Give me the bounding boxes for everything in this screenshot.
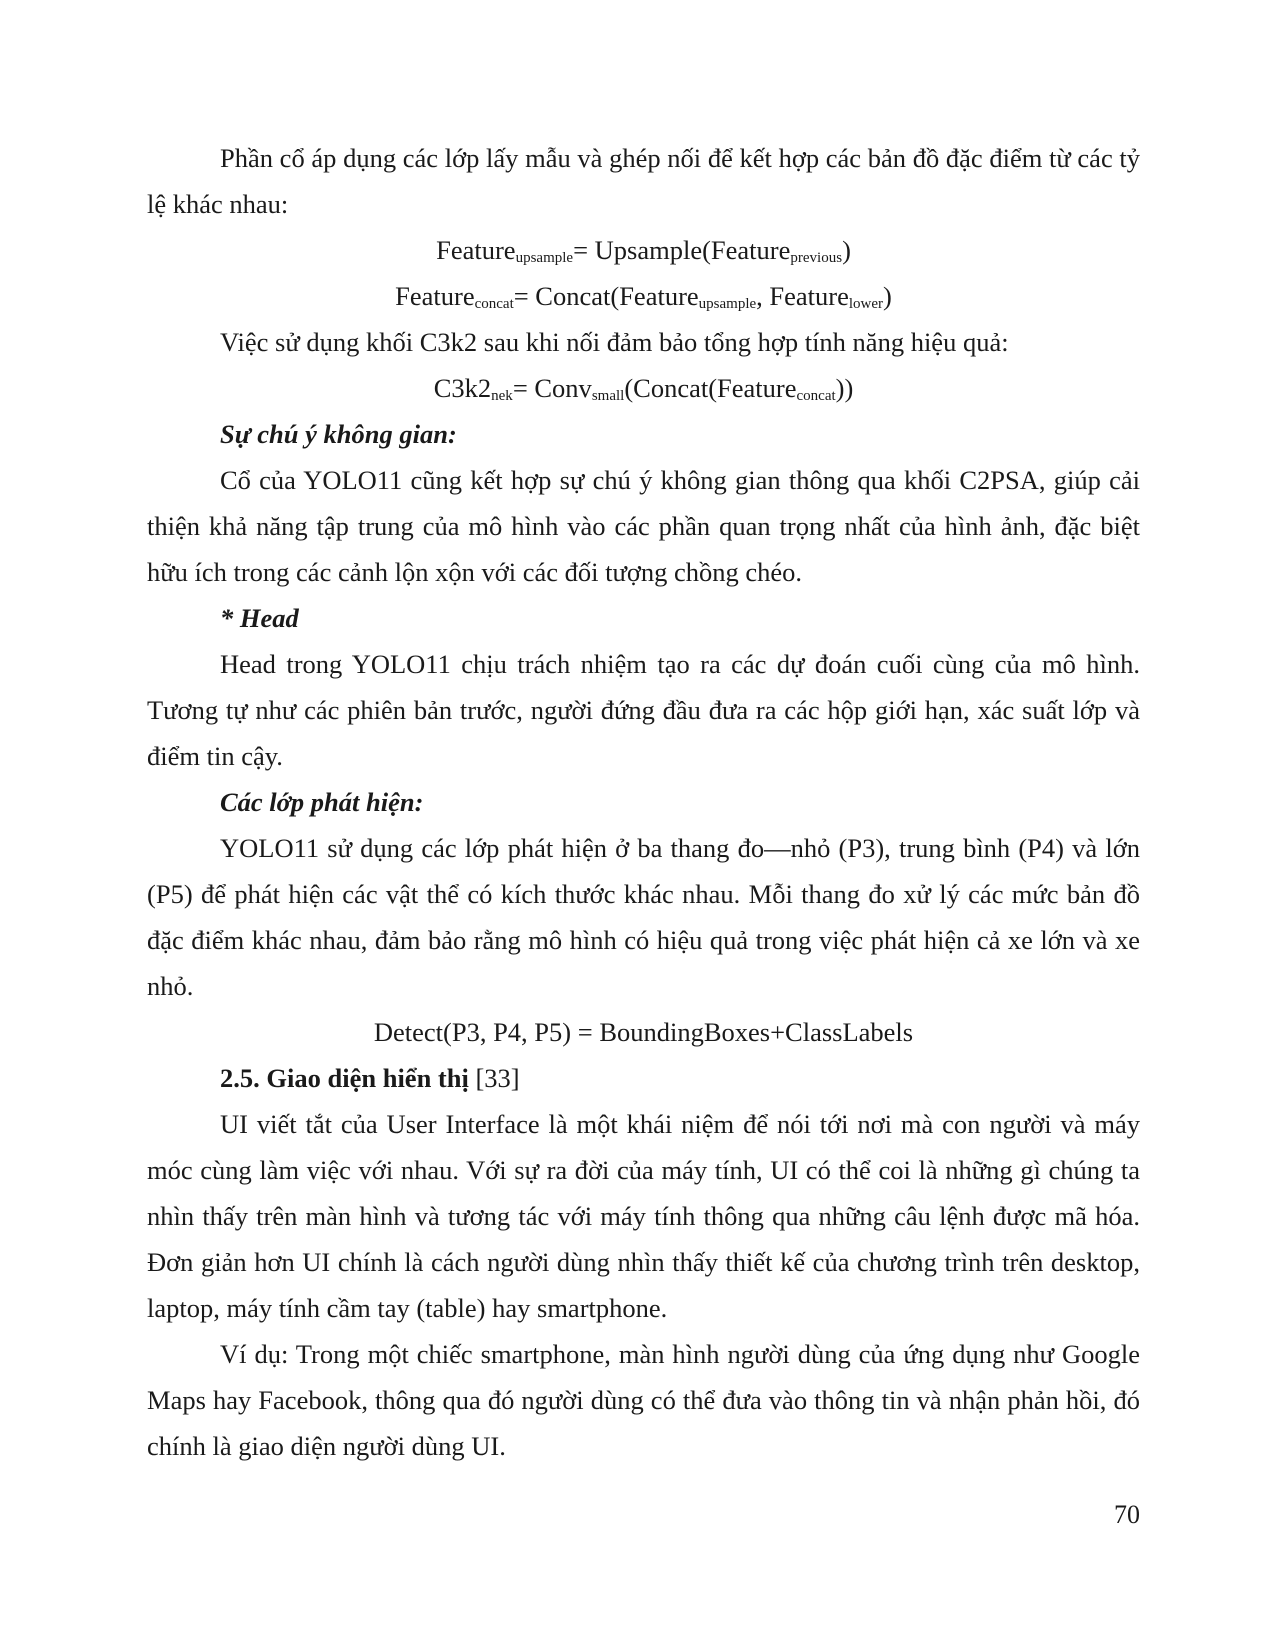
- paragraph-head: Head trong YOLO11 chịu trách nhiệm tạo ra các dự đoán cuối cùng của mô hình. Tương tự như các phiên bản trước, người đứng đầu đưa ra các hộp giới hạn, xác suất lớp và điểm tin cậy.: [147, 649, 1140, 771]
- paragraph-spatial-attention: Cổ của YOLO11 cũng kết hợp sự chú ý không gian thông qua khối C2PSA, giúp cải thiện khả năng tập trung của mô hình vào các phần quan trọng nhất của hình ảnh, đặc biệt hữu ích trong các cảnh lộn xộn với các đối tượng chồng chéo.: [147, 465, 1140, 587]
- paragraph-c3k2: Việc sử dụng khối C3k2 sau khi nối đảm bảo tổng hợp tính năng hiệu quả:: [220, 327, 1009, 357]
- heading-head: * Head: [220, 603, 299, 633]
- document-page: [147, 135, 1140, 1469]
- section-title: 2.5. Giao diện hiển thị: [220, 1063, 469, 1093]
- heading-spatial-attention: Sự chú ý không gian:: [220, 419, 457, 449]
- formula-detect: Detect(P3, P4, P5) = BoundingBoxes+ClassLabels: [373, 1017, 914, 1047]
- paragraph-detection-layers: YOLO11 sử dụng các lớp phát hiện ở ba thang đo—nhỏ (P3), trung bình (P4) và lớn (P5) để phát hiện các vật thể có kích thước khác nhau. Mỗi thang đo xử lý các mức bản đồ đặc điểm khác nhau, đảm bảo rằng mô hình có hiệu quả trong việc phát hiện cả xe lớn và xe nhỏ.: [147, 833, 1140, 1001]
- formula-upsample: Feature$_{upsample}$= Upsample(Feature$_{previous}$): [436, 235, 851, 266]
- heading-detection-layers: Các lớp phát hiện:: [220, 787, 424, 817]
- paragraph-ui-example: Ví dụ: Trong một chiếc smartphone, màn hình người dùng của ứng dụng như Google Maps hay Facebook, thông qua đó người dùng có thể đưa vào thông tin và nhận phản hồi, đó chính là giao diện người dùng UI.: [147, 1339, 1140, 1461]
- page-number: 70: [1114, 1500, 1140, 1529]
- formula-concat: Feature$_{concat}$= Concat(Feature$_{upsample}$, Feature$_{lower}$): [395, 281, 892, 312]
- section-heading-2-5: [147, 1055, 1140, 1101]
- citation-ref: [33]: [475, 1063, 520, 1093]
- paragraph-ui-definition: UI viết tắt của User Interface là một khái niệm để nói tới nơi mà con người và máy móc cùng làm việc với nhau. Với sự ra đời của máy tính, UI có thể coi là những gì chúng ta nhìn thấy trên màn hình và tương tác với máy tính thông qua những câu lệnh được mã hóa. Đơn giản hơn UI chính là cách người dùng nhìn thấy thiết kế của chương trình trên desktop, laptop, máy tính cầm tay (table) hay smartphone.: [147, 1109, 1140, 1323]
- formula-c3k2: $C3k2_{nek}=$ Conv$_{small}$(Concat(Feature$_{concat}$)): [433, 373, 854, 404]
- paragraph-neck-upsample: Phần cổ áp dụng các lớp lấy mẫu và ghép nối để kết hợp các bản đồ đặc điểm từ các tỷ lệ khác nhau:: [147, 143, 1140, 219]
